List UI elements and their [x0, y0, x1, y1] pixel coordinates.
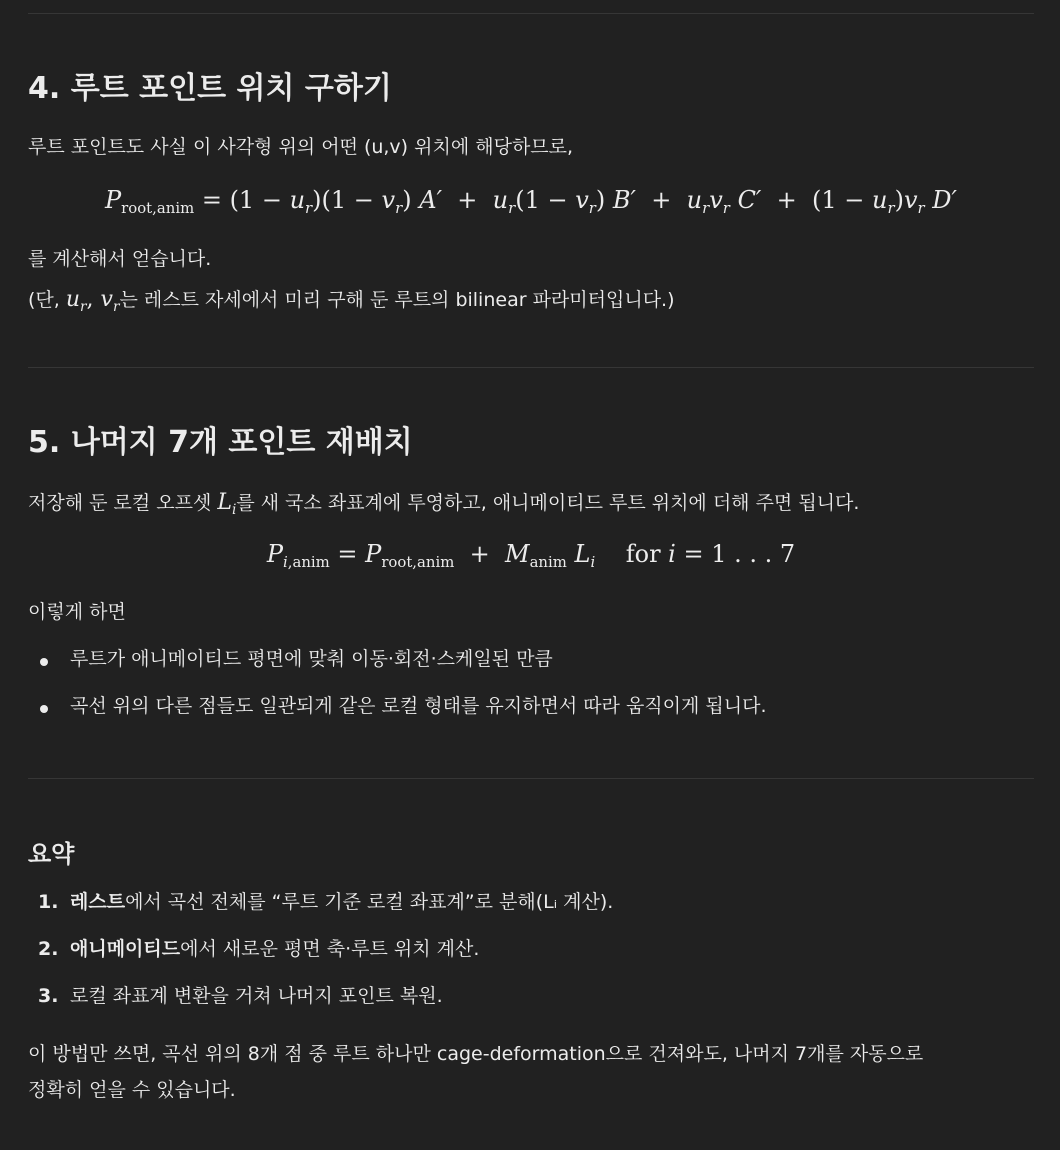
divider-top	[28, 13, 1034, 14]
intro-prefix: 저장해 둔 로컬 오프셋	[28, 492, 218, 514]
list-item: 곡선 위의 다른 점들도 일관되게 같은 로컬 형태를 유지하면서 따라 움직이게 됩니다.	[28, 692, 1034, 739]
list-item: 3. 로컬 좌표계 변환을 거쳐 나머지 포인트 복원.	[38, 985, 443, 1007]
section-5-heading: 5. 나머지 7개 포인트 재배치	[28, 425, 413, 460]
section-5-bullets	[28, 645, 1034, 739]
list-item: 루트가 애니메이티드 평면에 맞춰 이동·회전·스케일된 만큼	[28, 645, 1034, 692]
root-position-equation: $P_{root,anim} = (1 - u_r)(1 - v_r) A' + u_r(1 - v_r) B' + u_rv_r$ $C' + (1 - u_r)v_r$ D′	[105, 186, 957, 218]
section-4-after: 를 계산해서 얻습니다.	[28, 248, 212, 270]
divider-middle	[28, 367, 1034, 368]
intro-suffix: 를 새 국소 좌표계에 투영하고, 애니메이티드 루트 위치에 더해 주면 됩니다.	[236, 492, 860, 514]
divider-bottom	[28, 778, 1034, 779]
bullet-dot-icon	[40, 705, 48, 713]
summary-list	[28, 888, 1034, 1029]
note-vars: $u_r$, $v_r$	[65, 287, 120, 315]
intro-var: $L_i$	[217, 490, 237, 518]
note-suffix: 는 레스트 자세에서 미리 구해 둔 루트의 bilinear 파라미터입니다.)	[119, 289, 675, 311]
section-5-lead: 이렇게 하면	[28, 601, 126, 623]
section-4-note	[28, 283, 675, 317]
list-item: 2. 애니메이티드에서 새로운 평면 축·루트 위치 계산.	[38, 938, 480, 960]
summary-heading: 요약	[28, 840, 75, 868]
closing-line-2: 정확히 얻을 수 있습니다.	[28, 1079, 236, 1101]
section-4-heading: 4. 루트 포인트 위치 구하기	[28, 71, 392, 106]
bullet-dot-icon	[40, 658, 48, 666]
closing-line-1: 이 방법만 쓰면, 곡선 위의 8개 점 중 루트 하나만 cage-deformation으로 건져와도, 나머지 7개를 자동으로	[28, 1043, 924, 1065]
list-item: 1. 레스트에서 곡선 전체를 “루트 기준 로컬 좌표계”로 분해(Lᵢ 계산).	[38, 891, 614, 913]
remaining-points-equation: $P_{i,anim} = P_{root,anim} + M_{anim}$ $L_i$ for i = 1 . . . 7	[266, 540, 796, 572]
note-prefix: (단,	[28, 289, 66, 311]
section-4-intro: 루트 포인트도 사실 이 사각형 위의 어떤 (u,v) 위치에 해당하므로,	[28, 136, 574, 158]
section-5-intro	[28, 486, 859, 520]
